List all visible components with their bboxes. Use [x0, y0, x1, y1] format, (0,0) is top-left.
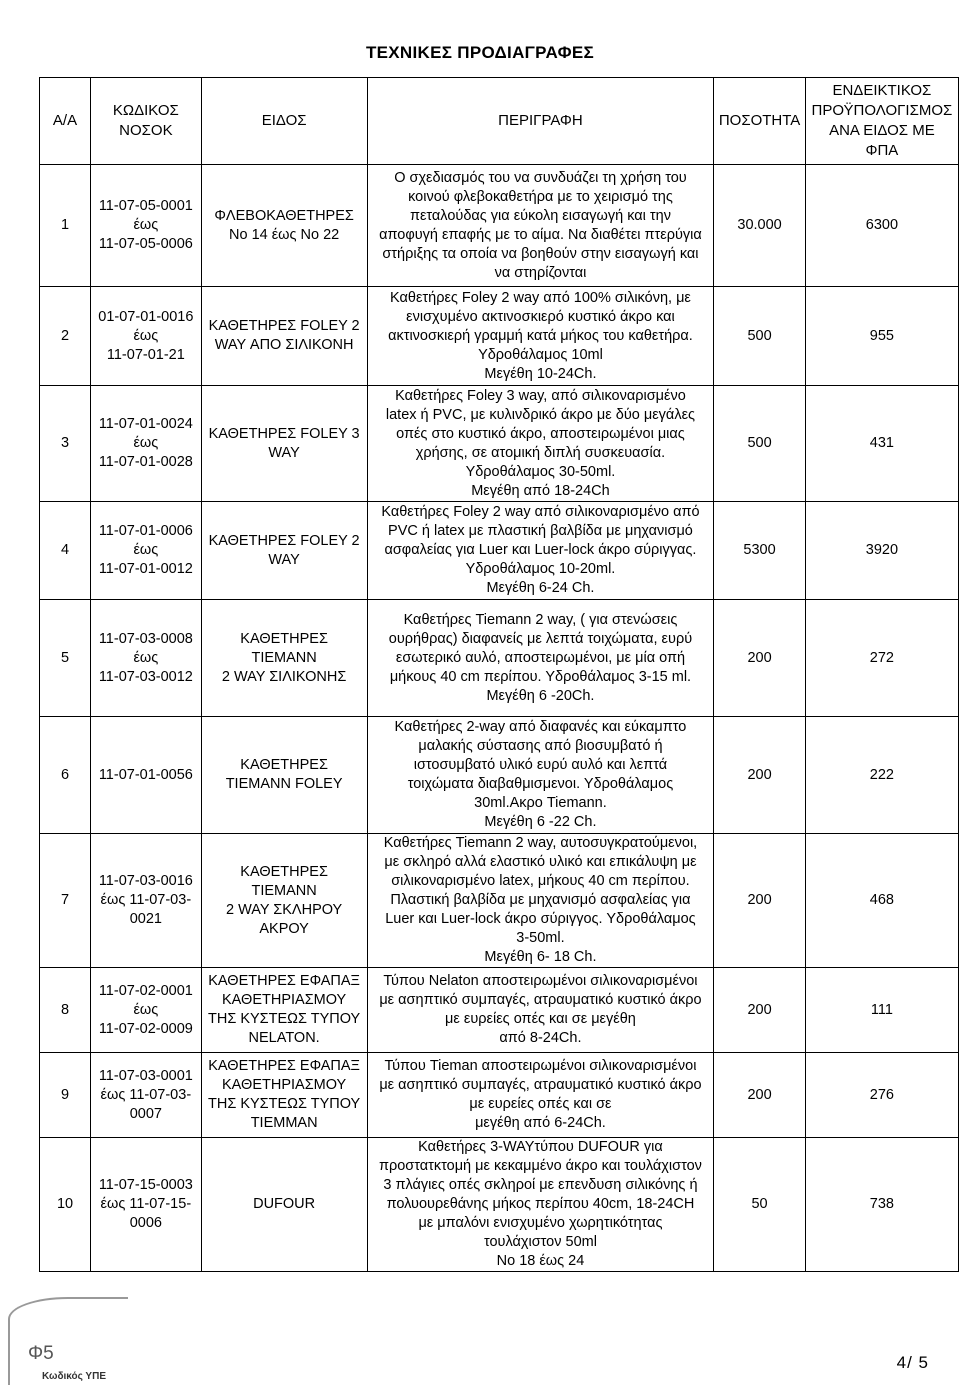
cell-description-line: Ο σχεδιασμός του να συνδυάζει τη χρήση του [394, 169, 687, 186]
table-body [40, 165, 959, 1272]
cell-description [367, 600, 714, 717]
cell-budget: 111 [805, 968, 958, 1053]
cell-aa: 8 [40, 968, 91, 1053]
cell-description-line: Καθετήρες Foley 3 way, από σιλικοναρισμένο [395, 387, 686, 404]
cell-code [91, 717, 202, 834]
cell-code [91, 386, 202, 502]
cell-budget: 276 [805, 1053, 958, 1138]
cell-code-line: έως [133, 327, 159, 344]
cell-aa: 6 [40, 717, 91, 834]
stamp [8, 1297, 126, 1387]
cell-description [367, 717, 714, 834]
cell-code-line: 11-07-01-0024 [98, 416, 193, 432]
cell-budget: 3920 [805, 502, 958, 600]
cell-description-line: Καθετήρες Foley 2 way από σιλικοναρισμένο από [381, 504, 700, 520]
cell-code-line: 11-07-03-0016 [98, 873, 193, 889]
cell-code [91, 287, 202, 386]
cell-type-line: ΚΑΘΕΤΗΡΕΣ FOLEY 2 [208, 318, 360, 334]
cell-type [201, 600, 367, 717]
table-row [40, 1053, 959, 1138]
cell-description-line: Καθετήρες Tiemann 2 way, αυτοσυγκρατούμενοι, [383, 835, 698, 851]
cell-code-line: 0006 [129, 1215, 162, 1231]
cell-type-line: TIEMANN [251, 882, 317, 899]
cell-type-line: 2 WAY ΣΙΛΙΚΟΝΗΣ [221, 668, 347, 685]
cell-type-line: ΚΑΘΕΤΗΡΕΣ [240, 863, 328, 880]
cell-description-line: μεγέθη από 6-24Ch. [475, 1115, 606, 1131]
cell-description [367, 834, 714, 968]
stamp-label: Κωδικός ΥΠΕ [42, 1371, 106, 1382]
cell-description-line: οπές στο κυστικό άκρο, αποστειρωμένοι μιας [396, 425, 685, 442]
cell-description-line: Υδροθάλαμος 10ml [478, 346, 603, 363]
cell-description-line: latex ή PVC, με κυλινδρικό άκρο με δύο μεγάλες [385, 406, 696, 423]
cell-code-line: 11-07-03-0012 [98, 668, 193, 685]
cell-quantity: 5300 [714, 502, 805, 600]
cell-description [367, 287, 714, 386]
cell-code-line: 11-07-05-0006 [98, 236, 193, 252]
cell-aa: 9 [40, 1053, 91, 1138]
cell-code-line: 11-07-05-0001 [98, 198, 193, 214]
cell-description-line: με ασηπτικό συμπαγές, ατραυματικό κυστικό άκρο [379, 992, 702, 1008]
cell-description-line: ενισχυμένο ακτινοσκιερό κυστικό άκρο και [406, 308, 675, 325]
cell-code-line: έως [133, 435, 159, 451]
cell-type-line: TIEMANN FOLEY [225, 776, 343, 792]
cell-code [91, 834, 202, 968]
table-row [40, 502, 959, 600]
cell-type-line: WAY ΑΠΟ ΣΙΛΙΚΟΝΗ [214, 337, 354, 353]
cell-description [367, 1138, 714, 1272]
cell-description-line: τουλάχιστον 50ml [483, 1234, 597, 1250]
cell-description-line: Νο 18 έως 24 [496, 1253, 585, 1269]
cell-type-line: ΚΑΘΕΤΗΡΕΣ ΕΦΑΠΑΞ [208, 973, 360, 989]
cell-type [201, 502, 367, 600]
header-code: ΚΩΔΙΚΟΣ ΝΟΣΟΚ [91, 78, 202, 165]
cell-code-line: έως [133, 542, 159, 558]
header-aa: Α/Α [40, 78, 91, 165]
cell-type-line: ΑΚΡΟΥ [259, 920, 309, 937]
cell-description-line: ιστοσυμβατό υλικό ευρύ αυλό και λεπτά [413, 757, 668, 773]
cell-description-line: με ευρείες οπές και σε [469, 1096, 612, 1112]
cell-description-line: Μεγέθη 6-24 Ch. [486, 580, 595, 596]
cell-quantity: 200 [714, 834, 805, 968]
table-header-row [40, 78, 959, 165]
cell-aa: 7 [40, 834, 91, 968]
cell-type-line: ΚΑΘΕΤΗΡΙΑΣΜΟΥ [222, 992, 347, 1008]
cell-description-line: με ασηπτικό συμπαγές, ατραυματικό κυστικό άκρο [379, 1077, 702, 1093]
cell-aa: 1 [40, 165, 91, 287]
cell-description-line: Luer και Luer-lock άκρο σύριγγος. Υδροθάλαμος [385, 911, 696, 927]
cell-type-line: ΚΑΘΕΤΗΡΕΣ FOLEY 2 [208, 532, 360, 549]
cell-type-line: TIEMMAN [250, 1115, 318, 1131]
cell-type-line: WAY [268, 551, 300, 568]
cell-type-line: ΚΑΘΕΤΗΡΕΣ [240, 757, 328, 773]
cell-description-line: Υδροθάλαμος 30-50ml. [465, 463, 616, 480]
cell-code-line: έως [133, 217, 159, 233]
cell-type-line: ΤΗΣ ΚΥΣΤΕΩΣ ΤΥΠΟΥ [208, 1011, 361, 1027]
cell-code-line: 11-07-01-21 [106, 346, 185, 363]
cell-description-line: 3-50ml. [516, 930, 565, 946]
cell-code-line: έως 11-07-03- [100, 892, 192, 908]
cell-code-line: 0007 [129, 1105, 162, 1122]
cell-quantity: 200 [714, 600, 805, 717]
cell-quantity: 500 [714, 287, 805, 386]
cell-description [367, 502, 714, 600]
cell-type [201, 834, 367, 968]
cell-type-line: ΦΛΕΒΟΚΑΘΕΤΗΡΕΣ [214, 207, 354, 224]
table-row [40, 834, 959, 968]
cell-budget: 222 [805, 717, 958, 834]
table-row [40, 287, 959, 386]
cell-quantity: 50 [714, 1138, 805, 1272]
cell-description-line: Καθετήρες 3-WAYτύπου DUFOUR για [418, 1139, 663, 1155]
cell-description-line: Μεγέθη από 18-24Ch [471, 482, 610, 499]
cell-code-line: 0021 [129, 911, 162, 927]
cell-code-line: 11-07-15-0003 [98, 1177, 193, 1193]
cell-description-line: Μεγέθη 6 -22 Ch. [484, 814, 597, 830]
cell-description-line: σιλικοναρισμένο latex, μήκους 40 cm περίπου. [391, 873, 690, 889]
cell-description-line: πολυουρεθάνης μήκος περίπου 40cm, 18-24CH [386, 1196, 695, 1212]
header-type: ΕΙΔΟΣ [201, 78, 367, 165]
cell-type-line: ΤΗΣ ΚΥΣΤΕΩΣ ΤΥΠΟΥ [208, 1096, 361, 1112]
cell-description [367, 968, 714, 1053]
cell-type [201, 1053, 367, 1138]
cell-description-line: 3 πλάγιες οπές σκληροί με επενδυση σιλικόνης ή [383, 1177, 698, 1193]
cell-description-line: αποφυγή επαφής με το αίμα. Να διαθέτει πτερύγια [379, 226, 702, 243]
cell-type [201, 287, 367, 386]
cell-budget: 272 [805, 600, 958, 717]
cell-description-line: ουρήθρας) διαφανείς με λεπτά τοιχώματα, ευρύ [388, 630, 693, 647]
cell-description-line: Πλαστική βαλβίδα με μηχανισμό ασφαλείας για [390, 892, 691, 908]
cell-description-line: κοινού φλεβοκαθετήρα με το χειρισμό της [408, 188, 673, 205]
cell-description-line: ακτινοσκιερή γραμμή κατά μήκος του καθετήρα. [388, 327, 693, 344]
cell-budget: 738 [805, 1138, 958, 1272]
cell-description-line: χρήσης, σε ατομική διπλή συσκευασία. [415, 444, 666, 461]
cell-type-line: DUFOUR [253, 1196, 316, 1212]
cell-type-line: ΚΑΘΕΤΗΡΕΣ ΕΦΑΠΑΞ [208, 1058, 360, 1074]
cell-type-line: 2 WAY ΣΚΛΗΡΟΥ [226, 901, 343, 918]
cell-budget: 955 [805, 287, 958, 386]
cell-code-line: έως [133, 1001, 159, 1018]
cell-description-line: Καθετήρες 2-way από διαφανές και εύκαμπτο [394, 719, 687, 735]
cell-description-line: Καθετήρες Tiemann 2 way, ( για στενώσεις [403, 611, 678, 628]
cell-quantity: 200 [714, 968, 805, 1053]
cell-code [91, 502, 202, 600]
cell-code-line: 11-07-03-0001 [98, 1067, 193, 1084]
cell-description-line: Τύπου Tieman αποστειρωμένοι σιλικοναρισμένοι [384, 1058, 697, 1074]
cell-description-line: Μεγέθη 6 -20Ch. [486, 687, 595, 704]
cell-type-line: WAY [268, 444, 300, 461]
cell-description-line: στήριξης τα οποία να βοηθούν στην εισαγωγή και [382, 245, 699, 262]
cell-type [201, 968, 367, 1053]
cell-quantity: 500 [714, 386, 805, 502]
cell-budget: 468 [805, 834, 958, 968]
cell-code-line: 11-07-02-0001 [98, 982, 193, 999]
cell-code [91, 1053, 202, 1138]
cell-code [91, 600, 202, 717]
cell-description [367, 1053, 714, 1138]
cell-description-line: 30ml.Ακρο Tiemann. [474, 795, 607, 811]
cell-quantity: 200 [714, 717, 805, 834]
cell-quantity: 200 [714, 1053, 805, 1138]
cell-code-line: έως 11-07-03- [100, 1086, 192, 1103]
cell-aa: 4 [40, 502, 91, 600]
cell-type-line: TIEMANN [251, 649, 317, 666]
cell-code [91, 1138, 202, 1272]
cell-code-line: 01-07-01-0016 [98, 308, 194, 325]
cell-type-line: Νο 14 έως Νο 22 [229, 226, 340, 243]
table-row [40, 600, 959, 717]
table-row [40, 386, 959, 502]
cell-code-line: έως [133, 649, 159, 666]
cell-description-line: Τύπου Nelaton αποστειρωμένοι σιλικοναρισμένοι [383, 973, 698, 989]
cell-description-line: εσωτερικό αυλό, αποστειρωμένοι, με μία οπή [395, 649, 686, 666]
cell-description-line: να στηρίζονται [494, 264, 587, 281]
cell-type [201, 717, 367, 834]
cell-description-line: με μπαλόνι ενισχυμένο χωρητικότητας [418, 1215, 663, 1231]
cell-type [201, 165, 367, 287]
cell-description-line: μαλακής σύστασης από βιοσυμβατό ή [418, 738, 663, 754]
cell-type-line: ΚΑΘΕΤΗΡΕΣ FOLEY 3 [208, 425, 360, 442]
cell-code [91, 165, 202, 287]
cell-description-line: Μεγέθη 10-24Ch. [484, 365, 597, 382]
cell-description-line: μήκους 40 cm περίπου. Υδροθάλαμος 3-15 ml. [389, 668, 692, 685]
cell-description-line: Καθετήρες Foley 2 way από 100% σιλικόνη, με [390, 289, 691, 306]
cell-code-line: έως 11-07-15- [100, 1196, 192, 1212]
cell-description-line: πεταλούδας για εύκολη εισαγωγή και την [409, 207, 671, 224]
cell-budget: 431 [805, 386, 958, 502]
table-row [40, 717, 959, 834]
cell-description-line: από 8-24Ch. [499, 1030, 582, 1046]
cell-description-line: με σκληρό αλλά ελαστικό υλικό και επικάλυψη με [384, 854, 697, 870]
cell-aa: 10 [40, 1138, 91, 1272]
cell-type [201, 1138, 367, 1272]
cell-type [201, 386, 367, 502]
cell-code-line: 11-07-01-0056 [98, 766, 193, 783]
page-number: 4/ 5 [896, 1353, 929, 1372]
cell-type-line: NELATON. [248, 1030, 320, 1046]
document-title: ΤΕΧΝΙΚΕΣ ΠΡΟΔΙΑΓΡΑΦΕΣ [365, 43, 595, 62]
cell-type-line: ΚΑΘΕΤΗΡΕΣ [240, 630, 328, 647]
table-row [40, 165, 959, 287]
table-row [40, 968, 959, 1053]
header-budget: ΕΝΔΕΙΚΤΙΚΟΣ ΠΡΟΫΠΟΛΟΓΙΣΜΟΣ ΑΝΑ ΕΙΔΟΣ ΜΕ ΦΠΑ [805, 78, 958, 165]
cell-quantity: 30.000 [714, 165, 805, 287]
cell-description-line: Μεγέθη 6- 18 Ch. [484, 949, 597, 965]
specifications-table [39, 77, 959, 1272]
cell-code [91, 968, 202, 1053]
cell-description-line: PVC ή latex με πλαστική βαλβίδα με μηχανισμό [388, 523, 693, 539]
cell-description [367, 386, 714, 502]
cell-description-line: με ευρείες οπές και σε μεγέθη [445, 1011, 636, 1027]
cell-description-line: προστατκτομή με κεκαμμένο άκρο και τουλάχιστον [378, 1158, 702, 1174]
cell-budget: 6300 [805, 165, 958, 287]
cell-description [367, 165, 714, 287]
cell-description-line: Υδροθάλαμος 10-20ml. [465, 561, 616, 577]
table-row [40, 1138, 959, 1272]
header-description: ΠΕΡΙΓΡΑΦΗ [367, 78, 714, 165]
cell-aa: 5 [40, 600, 91, 717]
stamp-code: Φ5 [28, 1343, 54, 1364]
cell-code-line: 11-07-01-0012 [98, 561, 193, 577]
cell-aa: 2 [40, 287, 91, 386]
cell-code-line: 11-07-01-0006 [98, 523, 193, 539]
cell-code-line: 11-07-01-0028 [98, 454, 193, 470]
cell-description-line: τοιχώματα διαβαθμισμενοι. Υδροθάλαμος [407, 776, 674, 792]
cell-type-line: ΚΑΘΕΤΗΡΙΑΣΜΟΥ [222, 1077, 347, 1093]
cell-code-line: 11-07-02-0009 [98, 1020, 193, 1037]
cell-code-line: 11-07-03-0008 [98, 630, 193, 647]
header-quantity: ΠΟΣΟΤΗΤΑ [714, 78, 805, 165]
cell-description-line: ασφαλείας για Luer και Luer-lock άκρο σύριγγας. [384, 542, 697, 558]
cell-aa: 3 [40, 386, 91, 502]
